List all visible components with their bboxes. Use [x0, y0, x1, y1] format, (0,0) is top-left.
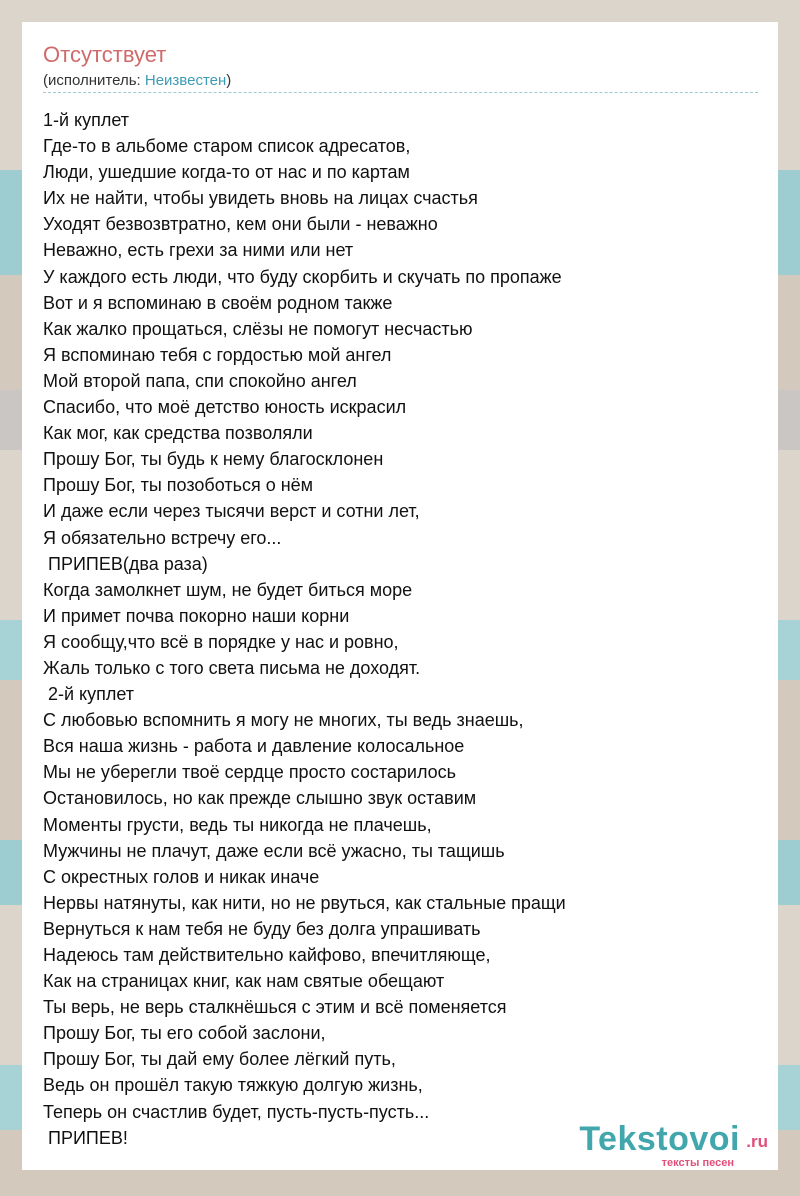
title-divider [43, 92, 758, 93]
lyric-line: Люди, ушедшие когда-то от нас и по картам [43, 162, 410, 183]
lyric-line: Как на страницах книг, как нам святые обещают [43, 971, 445, 992]
lyric-line: Жаль только с того света письма не доходят. [43, 657, 421, 678]
lyric-line: Остановилось, но как прежде слышно звук оставим [43, 788, 477, 809]
lyric-line: Нервы натянуты, как нити, но не рвуться, как стальные пращи [43, 892, 566, 913]
lyric-line: ПРИПЕВ(два раза) [43, 553, 208, 574]
lyric-line: Где-то в альбоме старом список адресатов, [43, 136, 411, 157]
lyric-line: Прошу Бог, ты будь к нему благосклонен [43, 449, 384, 470]
lyric-line: ПРИПЕВ! [43, 1127, 128, 1148]
lyric-line: И даже если через тысячи верст и сотни лет, [43, 501, 420, 522]
lyric-line: Когда замолкнет шум, не будет биться море [43, 579, 413, 600]
lyric-line: Теперь он счастлив будет, пусть-пусть-пусть... [43, 1101, 430, 1122]
logo-name: Tekstovoi [579, 1120, 740, 1158]
logo-tld: .ru [746, 1132, 768, 1151]
lyric-line: Как жалко прощаться, слёзы не помогут несчастью [43, 318, 473, 339]
lyric-line: Прошу Бог, ты его собой заслони, [43, 1023, 326, 1044]
lyric-line: И примет почва покорно наши корни [43, 605, 350, 626]
site-logo[interactable] [558, 1120, 768, 1170]
lyric-line: 1-й куплет [43, 110, 130, 130]
lyric-line: С окрестных голов и никак иначе [43, 866, 320, 887]
lyric-line: Спасибо, что моё детство юность искрасил [43, 397, 407, 418]
lyrics-card [22, 22, 778, 1170]
lyric-line: С любовью вспомнить я могу не многих, ты ведь знаешь, [43, 710, 524, 731]
lyric-line: У каждого есть люди, что буду скорбить и скучать по пропаже [43, 266, 562, 287]
artist-link[interactable]: Неизвестен [144, 72, 227, 89]
lyric-line: Мы не уберегли твоё сердце просто состарилось [43, 762, 457, 783]
lyric-line: Неважно, есть грехи за ними или нет [43, 240, 354, 261]
lyrics-text [43, 107, 758, 1151]
lyric-line: Я обязательно встречу его... [43, 527, 282, 548]
lyric-line: Как мог, как средства позволяли [43, 423, 313, 444]
lyric-line: Ведь он прошёл такую тяжкую долгую жизнь, [43, 1075, 423, 1096]
lyric-line: Я сообщу,что всё в порядке у нас и ровно, [43, 631, 399, 652]
logo-tagline: тексты песен [661, 1157, 734, 1169]
lyric-line: Моменты грусти, ведь ты никогда не плачешь, [43, 814, 432, 835]
lyric-line: Вернуться к нам тебя не буду без долга упрашивать [43, 918, 481, 939]
lyric-line: Ты верь, не верь сталкнёшься с этим и всё поменяется [43, 997, 507, 1018]
lyric-line: Мой второй папа, спи спокойно ангел [43, 370, 357, 391]
artist-line [43, 72, 231, 89]
lyric-line: Надеюсь там действительно кайфово, впечитляюще, [43, 945, 491, 965]
artist-prefix: (исполнитель: [43, 72, 145, 89]
lyric-line: Уходят безвозвтратно, кем они были - неважно [43, 214, 438, 235]
lyric-line: Мужчины не плачут, даже если всё ужасно, ты тащишь [43, 840, 505, 861]
lyric-line: Их не найти, чтобы увидеть вновь на лицах счастья [43, 188, 478, 209]
lyric-line: Вот и я вспоминаю в своём родном также [43, 292, 393, 313]
song-title: Отсутствует [43, 42, 167, 67]
lyric-line: Прошу Бог, ты позоботься о нём [43, 475, 314, 496]
lyric-line: Прошу Бог, ты дай ему более лёгкий путь, [43, 1049, 396, 1070]
lyric-line: 2-й куплет [43, 684, 135, 705]
lyric-line: Я вспоминаю тебя с гордостью мой ангел [43, 344, 392, 365]
artist-suffix: ) [226, 72, 232, 89]
lyric-line: Вся наша жизнь - работа и давление колосальное [43, 736, 465, 757]
